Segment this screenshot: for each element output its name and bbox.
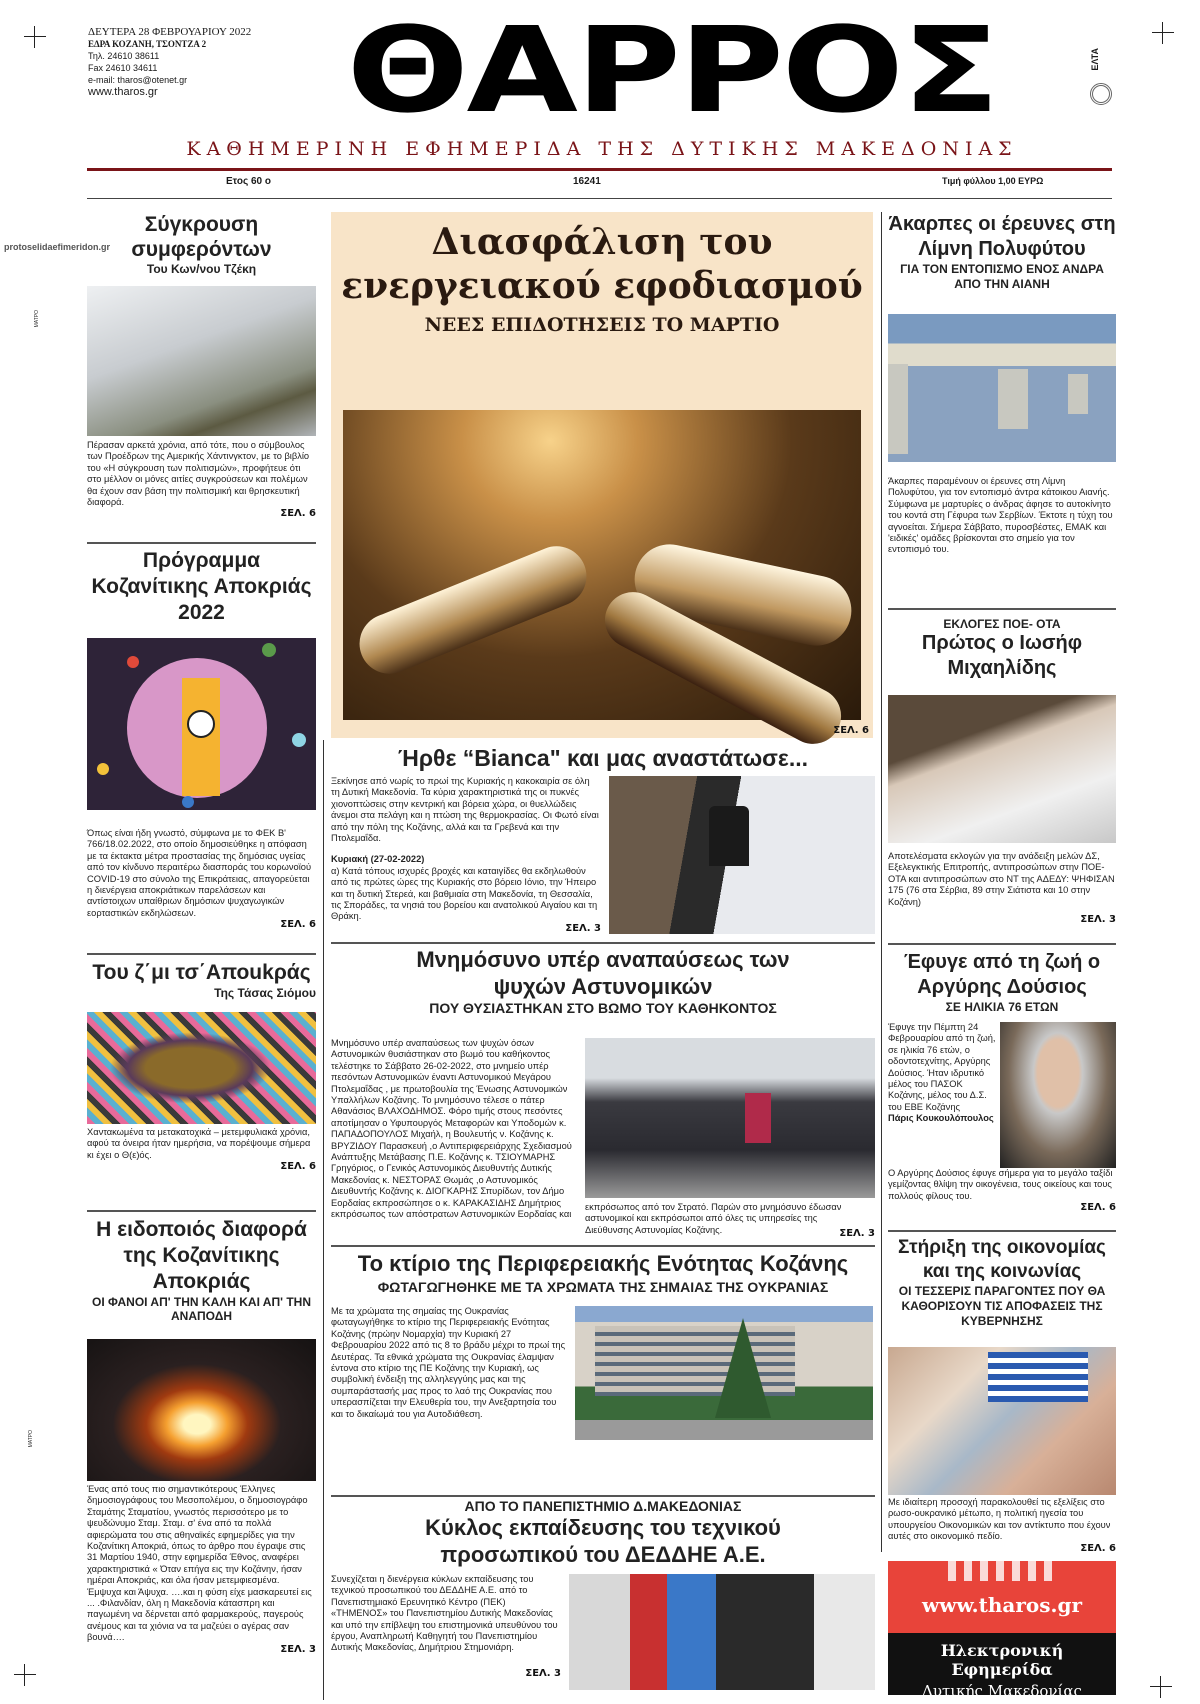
article-text: Ο Αργύρης Δούσιος έφυγε σήμερα για το μεγάλο ταξίδι γεμίζοντας θλίψη την οικογένεια, τους οικείους και τους πολλούς φίλους του. — [888, 1168, 1113, 1201]
article-text: Χαντακωμένα τα μετακατοχικά – μετεμφυλιακά χρόνια, αφού τα όνειρα ήταν ημερήσια, να πορέψουμε σήμερα κι έχει ο Θ(ε)ός. — [87, 1127, 311, 1160]
article-economy-support[interactable] — [888, 1236, 1116, 1554]
article-text: εκπρόσωπος από τον Στρατό. Παρών στο μνημόσυνο έδωσαν αστυνομικοί και εκπρόσωποι από όλες τις υπηρεσίες της Διεύθυνσης Αστυνομίας Κοζάνης. — [585, 1202, 842, 1235]
bonfire-photo — [87, 1339, 316, 1481]
divider — [87, 542, 316, 544]
byline: Της Τάσας Σιόμου — [214, 986, 316, 1000]
lead-headline[interactable]: Διασφάλιση του ενεργειακού εφοδιασμού — [341, 221, 863, 307]
page-ref[interactable]: ΣΕΛ. 6 — [1080, 1202, 1116, 1214]
column-rule — [323, 740, 324, 1700]
headline[interactable]: Κύκλος εκπαίδευσης του τεχνικού προσωπικού του ΔΕΔΔΗΕ Α.Ε. — [425, 1515, 781, 1567]
divider — [888, 943, 1116, 945]
euro-flag-photo — [888, 1347, 1116, 1495]
side-mark: ΜΑΤΡΟ — [34, 310, 40, 328]
ad-red-panel — [888, 1561, 1116, 1633]
divider — [87, 198, 1112, 199]
headline[interactable]: Του ζ΄μι τσ΄Αποukράς — [92, 961, 311, 984]
divider — [888, 608, 1116, 610]
article-polyfytos-lake[interactable] — [888, 212, 1116, 556]
column-rule — [881, 212, 882, 1552]
ad-line2: Δυτικής Μακεδονίας — [922, 1682, 1082, 1700]
byline: Του Κων/νου Τζέκη — [146, 262, 257, 276]
side-mark: ΜΑΤΡΟ — [28, 1430, 34, 1448]
article-photo — [87, 286, 316, 436]
fax: Fax 24610 34611 — [88, 63, 158, 73]
crop-mark — [1152, 22, 1174, 44]
subheadline: ΟΙ ΤΕΣΣΕΡΙΣ ΠΑΡΑΓΟΝΤΕΣ ΠΟΥ ΘΑ ΚΑΘΟΡΙΣΟΥΝ ΤΙΣ ΑΠΟΦΑΣΕΙΣ ΤΗΣ ΚΥΒΕΡΝΗΣΗΣ — [898, 1284, 1106, 1328]
article-text: Συνεχίζεται η διενέργεια κύκλων εκπαίδευσης του τεχνικού προσωπικού του ΔΕΔΔΗΕ Α.Ε. από το Πανεπιστημιακό Ερευνητικό Κέντρο (ΠΕΚ) «ΤΗΜΕΝΟΣ» του Πανεπιστημίου Δυτικής Μακεδονίας και υπό την επίβλεψη του επιστημονικά υπευθύνου του έργου, Αναπληρωτή Καθηγητή του Πανεπιστημίου Δυτικής Μακεδονίας, Δημήτριου Στημονιάρη. — [331, 1574, 558, 1653]
article-text: α) Κατά τόπους ισχυρές βροχές και καταιγίδες θα εκδηλωθούν από τις πρώτες ώρες της Κυριακής στο βόρειο Ιόνιο, την Ήπειρο και τη δυτική Στερεά, και βαθμιαία στη Μακεδονία, τη Θεσσαλία, τις Σποράδες, τα νησιά του βορείου και ανατολικού Αιγαίου και τη Θράκη. — [331, 865, 598, 922]
divider — [331, 1495, 875, 1497]
article-carnival-column[interactable] — [87, 960, 316, 1172]
article-carnival-difference[interactable] — [87, 1217, 316, 1655]
article-carnival-program[interactable] — [87, 548, 316, 930]
train-snow-photo — [609, 776, 875, 934]
article-text: Έφυγε την Πέμπτη 24 Φεβρουαρίου από τη ζωή, σε ηλικία 76 ετών, ο οδοντοτεχνίτης, Αργύρης Δούσιος. Ήταν ιδρυτικό μέλος του ΠΑΣΟΚ Κοζάνης, μέλος του Δ.Σ. του ΕΒΕ Κοζάνης — [888, 1022, 996, 1112]
page-ref[interactable]: ΣΕΛ. 3 — [280, 1643, 316, 1655]
crop-mark — [14, 1664, 36, 1686]
article-text: Ξεκίνησε από νωρίς το πρωί της Κυριακής η κακοκαιρία σε όλη τη Δυτική Μακεδονία. Τα κύρια χαρακτηριστικά της οι πυκνές χιονοπτώσεις στην κεντρική και βόρεια χώρα, οι θυελλώδεις άνεμοι στα πελάγη και η πτώση της θερμοκρασίας. Οι Φωτό είναι από την πόλη της Κοζάνης, αλλά και τα Γρεβενά και την Πτολεμαΐδα. — [331, 776, 599, 844]
headline[interactable]: Η ειδοποιός διαφορά της Κοζανίτικης Αποκριάς — [96, 1218, 307, 1293]
issue-date: ΔΕΥΤΕΡΑ 28 ΦΕΒΡΟΥΑΡΙΟΥ 2022 — [88, 26, 252, 38]
pipeline-photo — [343, 410, 861, 720]
issue-number: 16241 — [573, 176, 601, 187]
watermark: protoselidaefimeridon.gr — [4, 242, 111, 252]
divider — [87, 953, 316, 955]
article-text: Πέρασαν αρκετά χρόνια, από τότε, που ο σύμβουλος των Προέδρων της Αμερικής Χάντινγκτον, με το βιβλίο του «Η σύγκρουση των πολιτισμών», προφήτευε ότι στο μέλλον οι μόνες αιτίες συγκρούσεων και πολέμων θα έχουν σαν βάση την πολιτισμική και θρησκευτική διαφορά. — [87, 440, 310, 508]
email: e-mail: tharos@otenet.gr — [88, 75, 188, 85]
building-photo — [575, 1306, 873, 1440]
seal-icon — [1090, 83, 1112, 105]
article-text: Με ιδιαίτερη προσοχή παρακολουθεί τις εξελίξεις στο ρωσο-ουκρανικό μέτωπο, η πολιτική ηγεσία του υπουργείου Οικονομικών και τον αντίκτυπο που έχουν αυτές στο οικονομικό πεδίο. — [888, 1497, 1111, 1542]
article-text: Με τα χρώματα της σημαίας της Ουκρανίας φωταγωγήθηκε το κτίριο της Περιφερειακής Ενότητας Κοζάνης (πρώην Νομαρχία) την Κυριακή 27 Φεβρουαρίου 2022 από τις 8 το βράδυ μέχρι το πρωί της Δευτέρας. Τα εθνικά χρώματα της Ουκρανίας έλαμψαν έντονα στο κτίριο της ΠΕ Κοζάνης την Κυριακή, ως συμβολική ένδειξη της αλληλεγγύης μας και της συμπαράστασής μας προς το λαό της Ουκρανίας που υπερασπίζεται την Ελευθερία του, την Ανεξαρτησία του και το δικαίωμά του για Αυτοδιάθεση. — [331, 1306, 566, 1419]
article-text: Ένας από τους πιο σημαντικότερους Έλληνες δημοσιογράφους του Μεσοπολέμου, ο δημοσιογράφο Σταμάτης Σταματίου, γνωστός περισσότερο με το ψευδώνυμο Σταμ. Σταμ. σ' ένα από τα πολλά αφιερώματα του στις αθηναϊκές εφημερίδες για την Κοζανίτικη Αποκριά, όπως το άρθρο που έγραψε στις 31 Μαρτίου 1940, στην εφημερίδα Έθνος, αναφέρει χαρακτηριστικά « Όταν επήγα εις την Κοζάνην, ήσαν ημέραι Αποκριάς, και όλα ήσαν μετεμφιεσμένα. Έμψυχα και Άψυχα. ….και η φύση είχε μασκαρευτεί εις ... .Φιλανδίαν, όλη η Μακεδονία κάτασπρη και παγωμένη να δέρνεται από φαρμακερούς, παγερούς ανέμους και τα χιόνια να τα μαζεύει ο αγέρας σαν βουνά…. — [87, 1484, 312, 1643]
subheadline: ΠΟΥ ΘΥΣΙΑΣΤΗΚΑΝ ΣΤΟ ΒΩΜΟ ΤΟΥ ΚΑΘΗΚΟΝΤΟΣ — [429, 1000, 777, 1016]
divider — [87, 1210, 316, 1212]
price: Τιμή φύλλου 1,00 ΕΥΡΩ — [942, 176, 1044, 186]
page-ref[interactable]: ΣΕΛ. 6 — [833, 725, 869, 736]
article-text: Αποτελέσματα εκλογών για την ανάδειξη μελών ΔΣ, Εξελεγκτικής Επιτροπής, αντιπροσώπων στην ΠΟΕ-ΟΤΑ και αντιπροσώπων στο ΝΤ της ΑΔΕΔΥ: ΨΗΦΙΣΑΝ 175 (76 στα Σέρβια, 89 στην Σιάτιστα και 10 στην Κοζάνη) — [888, 851, 1115, 907]
subheadline: ΟΙ ΦΑΝΟΙ ΑΠ' ΤΗΝ ΚΑΛΗ ΚΑΙ ΑΠ' ΤΗΝ ΑΝΑΠΟΔΗ — [91, 1295, 311, 1323]
headline[interactable]: Στήριξη της οικονομίας και της κοινωνίας — [898, 1237, 1106, 1282]
page-ref[interactable]: ΣΕΛ. 6 — [280, 919, 316, 931]
article-text: Όπως είναι ήδη γνωστό, σύμφωνα με το ΦΕΚ Β' 766/18.02.2022, στο οποίο δημοσιεύθηκε η απόφαση με τα έκτακτα μέτρα προστασίας της δημόσιας υγείας από τον κίνδυνο περαιτέρω διασποράς του κορωνοϊού COVID-19 στο σύνολο της Επικράτειας, απαγορεύεται η διενέργεια αποκριάτικων παρελάσεων και αντίστοιχων υπαίθριων δημόσιων ψυχαγωγικών εορταστικών εκδηλώσεων. — [87, 828, 312, 918]
divider — [87, 168, 1112, 171]
carnival-illustration — [87, 638, 316, 810]
page-ref[interactable]: ΣΕΛ. 6 — [280, 508, 316, 520]
subheadline: ΓΙΑ ΤΟΝ ΕΝΤΟΠΙΣΜΟ ΕΝΟΣ ΑΝΔΡΑ ΑΠΟ ΤΗΝ ΑΙΑΝΗ — [900, 262, 1104, 291]
lead-story[interactable] — [331, 212, 873, 738]
page-ref[interactable]: ΣΕΛ. 3 — [525, 1667, 561, 1679]
subheadline: ΣΕ ΗΛΙΚΙΑ 76 ΕΤΩΝ — [945, 1000, 1059, 1014]
website-link[interactable]: www.tharos.gr — [88, 86, 158, 98]
ad-line1: Ηλεκτρονική Εφημερίδα — [940, 1641, 1064, 1679]
article-obituary[interactable] — [888, 950, 1116, 1213]
kicker: ΕΚΛΟΓΕΣ ΠΟΕ- ΟΤΑ — [943, 617, 1061, 631]
page-ref[interactable]: ΣΕΛ. 3 — [565, 922, 601, 934]
training-photo — [569, 1574, 875, 1690]
bridge-photo — [888, 314, 1116, 462]
elta-stamp — [1090, 48, 1116, 118]
memorial-photo — [585, 1038, 875, 1198]
year: Ετος 60 ο — [226, 176, 271, 187]
ballot-photo — [888, 695, 1116, 843]
ad-url[interactable]: www.tharos.gr — [922, 1593, 1082, 1617]
headline[interactable]: Το κτίριο της Περιφερειακής Ενότητας Κοζάνης — [357, 1251, 849, 1276]
divider — [331, 1245, 875, 1247]
website-ad[interactable] — [888, 1561, 1116, 1700]
lead-subheadline: ΝΕΕΣ ΕΠΙΔΟΤΗΣΕΙΣ ΤΟ ΜΑΡΤΙΟ — [424, 314, 780, 336]
article-text: Μνημόσυνο υπέρ αναπαύσεως των ψυχών όσων Αστυνομικών θυσιάστηκαν στο βωμό του καθήκοντος τελέστηκε το Σάββατο 26-02-2022, στο μνημείο υπέρ πεσόντων Αστυνομικών έναντι Αστυνομικού Μεγάρου Πτολεμαΐδας , με πρωτοβουλία της Ένωσης Αστυνομικών Υπαλλήλων Κοζάνης. Το μνημόσυνο τέλεσε ο πάτερ Αθανάσιος ΒΛΑΧΟΔΗΜΟΣ. Φόρο τιμής στους πεσόντες αποτίμησαν ο Υφυπουργός Μεταφορών και Υποδομών κ. ΠΑΠΑΔΟΠΟΥΛΟΣ Μιχαήλ, η Βουλευτής ν. Κοζάνης κ. ΒΡΥΖΙΔΟΥ Παρασκευή ,ο Αντιπεριφερειάρχης Σχεδιασμού Ανάπτυξης Μετάβασης Π.Ε. Κοζάνης κ. ΤΣΙΟΥΜΑΡΗΣ Γρηγόριος, ο Γενικός Αστυνομικός Διευθυντής Δυτικής Μακεδονίας κ. ΝΕΣΤΟΡΑΣ Θωμάς ,ο Αστυνομικός Διευθυντής Κοζάνης κ. ΔΙΟΓΚΑΡΗΣ Σπυρίδων, τον Δήμο Εορδαίας εκπροσώπησε ο κ. ΚΑΡΑΚΑΣΙΔΗΣ Δημήτριος εκπρόσωπος των απόστρατων Αστυνομικών Εορδαίας και — [331, 1038, 572, 1220]
page-ref[interactable]: ΣΕΛ. 6 — [280, 1161, 316, 1173]
phone: Τηλ. 24610 38611 — [88, 51, 160, 61]
elta-label: ΕΛΤΑ — [1090, 48, 1100, 71]
article-memorial[interactable] — [331, 946, 875, 1239]
crop-mark — [1150, 1676, 1172, 1698]
author: Πάρις Κουκουλόπουλος — [888, 1113, 994, 1124]
headline[interactable]: Πρώτος ο Ιωσήφ Μιχαηλίδης — [921, 632, 1083, 679]
page-ref[interactable]: ΣΕΛ. 3 — [839, 1228, 875, 1239]
tagline: ΚΑΘΗΜΕΡΙΝΗ ΕΦΗΜΕΡΙΔΑ ΤΗΣ ΔΥΤΙΚΗΣ ΜΑΚΕΔΟΝΙΑΣ — [186, 138, 1018, 160]
masthead-info — [88, 26, 251, 98]
headline[interactable]: Πρόγραμμα Κοζανίτικης Αποκριάς 2022 — [91, 549, 312, 624]
divider — [888, 1230, 1116, 1232]
article-poe-ota-elections[interactable] — [888, 617, 1116, 925]
headline[interactable]: Μνημόσυνο υπέρ αναπαύσεως των ψυχών Αστυνομικών — [416, 947, 790, 999]
article-conflict[interactable] — [87, 212, 316, 519]
page-ref[interactable]: ΣΕΛ. 6 — [1080, 1542, 1116, 1554]
ad-black-panel — [888, 1633, 1116, 1700]
headline[interactable]: Άκαρπες οι έρευνες στη Λίμνη Πολυφύτου — [888, 213, 1116, 260]
crop-mark — [24, 26, 46, 48]
divider — [331, 942, 875, 944]
headline[interactable]: Σύγκρουση συμφερόντων — [131, 213, 272, 261]
subheadline: ΦΩΤΑΓΩΓΗΘΗΚΕ ΜΕ ΤΑ ΧΡΩΜΑΤΑ ΤΗΣ ΣΗΜΑΙΑΣ ΤΗΣ ΟΥΚΡΑΝΙΑΣ — [377, 1279, 829, 1295]
article-text: Άκαρπες παραμένουν οι έρευνες στη Λίμνη Πολυφύτου, για τον εντοπισμό άντρα κάτοικου Αιανής. Σύμφωνα με μαρτυρίες ο άνδρας άφησε το αυτοκίνητο του κοντά στη Γέφυρα των Σερβίων. Έκτοτε η τύχη του αγνοείται. Σήμερα Σάββατο, πυροσβέστες, ΕΜΑΚ και 'ειδικές' ομάδες βρίσκονται στο σημείο για τον εντοπισμό του. — [888, 476, 1113, 555]
headline[interactable]: Έφυγε από τη ζωή ο Αργύρης Δούσιος — [903, 951, 1101, 998]
headline[interactable]: Ήρθε “Bianca" και μας αναστάτωσε... — [397, 745, 808, 771]
article-bianca[interactable] — [331, 744, 875, 934]
article-deddie-training[interactable] — [331, 1498, 875, 1690]
mask-photo — [87, 1012, 316, 1124]
portrait-photo — [1000, 1022, 1116, 1168]
page-ref[interactable]: ΣΕΛ. 3 — [1080, 914, 1116, 926]
article-regional-building[interactable] — [331, 1250, 875, 1440]
newspaper-logo: ΘΑΡΡΟΣ — [346, 1, 998, 139]
kicker: ΑΠΟ ΤΟ ΠΑΝΕΠΙΣΤΗΜΙΟ Δ.ΜΑΚΕΔΟΝΙΑΣ — [464, 1498, 742, 1514]
address: ΕΔΡΑ ΚΟΖΑΝΗ, ΤΣΟΝΤΖΑ 2 — [88, 39, 207, 49]
article-subhead: Κυριακή (27-02-2022) — [331, 854, 425, 865]
